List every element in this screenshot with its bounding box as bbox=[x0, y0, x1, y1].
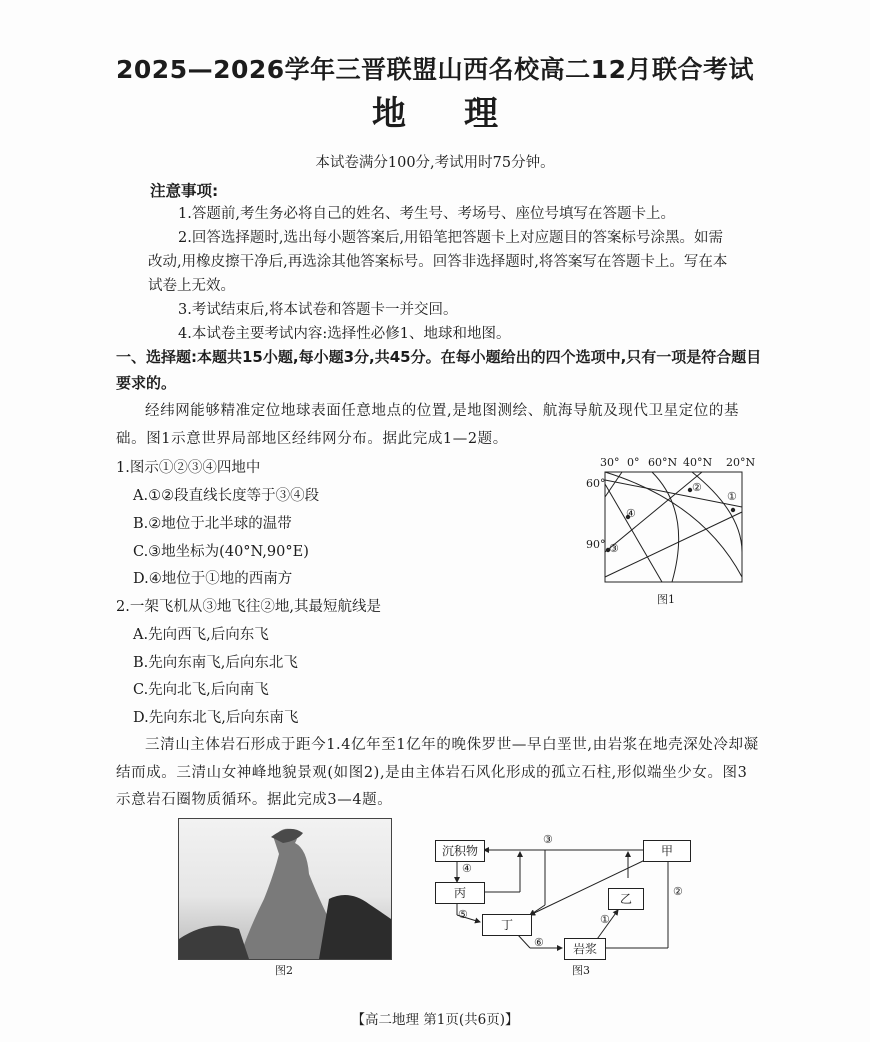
question-1-stem: 1.图示①②③④四地中 bbox=[116, 460, 261, 476]
section-heading: 一、选择题:本题共15小题,每小题3分,共45分。在每小题给出的四个选项中,只有一项是符合题目要求的。 bbox=[116, 348, 762, 392]
figure-1-graticule bbox=[582, 452, 772, 612]
exam-title: 2025—2026学年三晋联盟山西名校高二12月联合考试 bbox=[116, 55, 754, 84]
notice-item-2: 2.回答选择题时,选出每小题答案后,用铅笔把答题卡上对应题目的答案标号涂黑。如需改动,用橡皮擦干净后,再选涂其他答案标号。回答非选择题时,将答案写在答题卡上。写在本试卷上无效。 bbox=[148, 230, 728, 294]
fig1-label-60: 60° bbox=[586, 477, 606, 490]
notice-heading: 注意事项: bbox=[150, 182, 219, 200]
node-magma: 岩浆 bbox=[564, 938, 606, 960]
notice-item-1: 1.答题前,考生务必将自己的姓名、考生号、考场号、座位号填写在答题卡上。 bbox=[178, 206, 675, 222]
node-sediment: 沉积物 bbox=[435, 840, 485, 862]
fig1-label-90: 90° bbox=[586, 538, 606, 551]
fig1-point-4: ④ bbox=[626, 507, 636, 520]
fig1-label-20n: 20°N bbox=[726, 456, 756, 469]
node-yi: 乙 bbox=[608, 888, 644, 910]
node-jia: 甲 bbox=[643, 840, 691, 862]
fig1-point-2: ② bbox=[692, 481, 702, 494]
figure-3-rock-cycle bbox=[430, 830, 700, 980]
question-2-stem: 2.一架飞机从③地飞往②地,其最短航线是 bbox=[116, 599, 381, 615]
q1-option-a: A.①②段直线长度等于③④段 bbox=[133, 488, 320, 504]
fig2-caption: 图2 bbox=[275, 964, 293, 977]
q2-option-c: C.先向北飞,后向南飞 bbox=[133, 682, 269, 698]
q2-option-b: B.先向东南飞,后向东北飞 bbox=[133, 655, 298, 671]
notice-item-3: 3.考试结束后,将本试卷和答题卡一并交回。 bbox=[178, 302, 458, 318]
fig1-caption: 图1 bbox=[657, 593, 675, 606]
arrow-label-3: ③ bbox=[543, 833, 553, 846]
fig1-label-60n: 60°N bbox=[648, 456, 678, 469]
q1-option-c: C.③地坐标为(40°N,90°E) bbox=[133, 544, 309, 560]
q1-option-b: B.②地位于北半球的温带 bbox=[133, 516, 292, 532]
node-bing: 丙 bbox=[435, 882, 485, 904]
fig3-caption: 图3 bbox=[572, 964, 590, 977]
fig1-point-1: ① bbox=[727, 490, 737, 503]
exam-note: 本试卷满分100分,考试用时75分钟。 bbox=[315, 155, 555, 171]
q2-option-d: D.先向东北飞,后向东南飞 bbox=[133, 710, 299, 726]
fig1-point-3: ③ bbox=[609, 542, 619, 555]
arrow-label-4: ④ bbox=[462, 862, 472, 875]
subject-title: 地理 bbox=[372, 94, 556, 134]
figure-2-photo bbox=[178, 818, 392, 960]
fig1-label-0: 0° bbox=[627, 456, 640, 469]
arrow-label-1: ① bbox=[600, 913, 610, 926]
node-ding: 丁 bbox=[482, 914, 532, 936]
intro-paragraph-2: 三清山主体岩石形成于距今1.4亿年至1亿年的晚侏罗世—早白垩世,由岩浆在地壳深处冷却凝结而成。三清山女神峰地貌景观(如图2),是由主体岩石风化形成的孤立石柱,形似端坐少女。图3示意岩石圈物质循环。据此完成3—4题。 bbox=[116, 737, 759, 808]
arrow-label-5: ⑤ bbox=[458, 908, 468, 921]
page-footer: 【高二地理 第1页(共6页)】 bbox=[351, 1012, 519, 1028]
fig1-label-40n: 40°N bbox=[683, 456, 713, 469]
q1-option-d: D.④地位于①地的西南方 bbox=[133, 571, 293, 587]
notice-item-4: 4.本试卷主要考试内容:选择性必修1、地球和地图。 bbox=[178, 326, 511, 342]
arrow-label-6: ⑥ bbox=[534, 936, 544, 949]
arrow-label-2: ② bbox=[673, 885, 683, 898]
fig1-label-30: 30° bbox=[600, 456, 620, 469]
intro-paragraph-1: 经纬网能够精准定位地球表面任意地点的位置,是地图测绘、航海导航及现代卫星定位的基础。图1示意世界局部地区经纬网分布。据此完成1—2题。 bbox=[116, 403, 740, 447]
q2-option-a: A.先向西飞,后向东飞 bbox=[133, 627, 269, 643]
